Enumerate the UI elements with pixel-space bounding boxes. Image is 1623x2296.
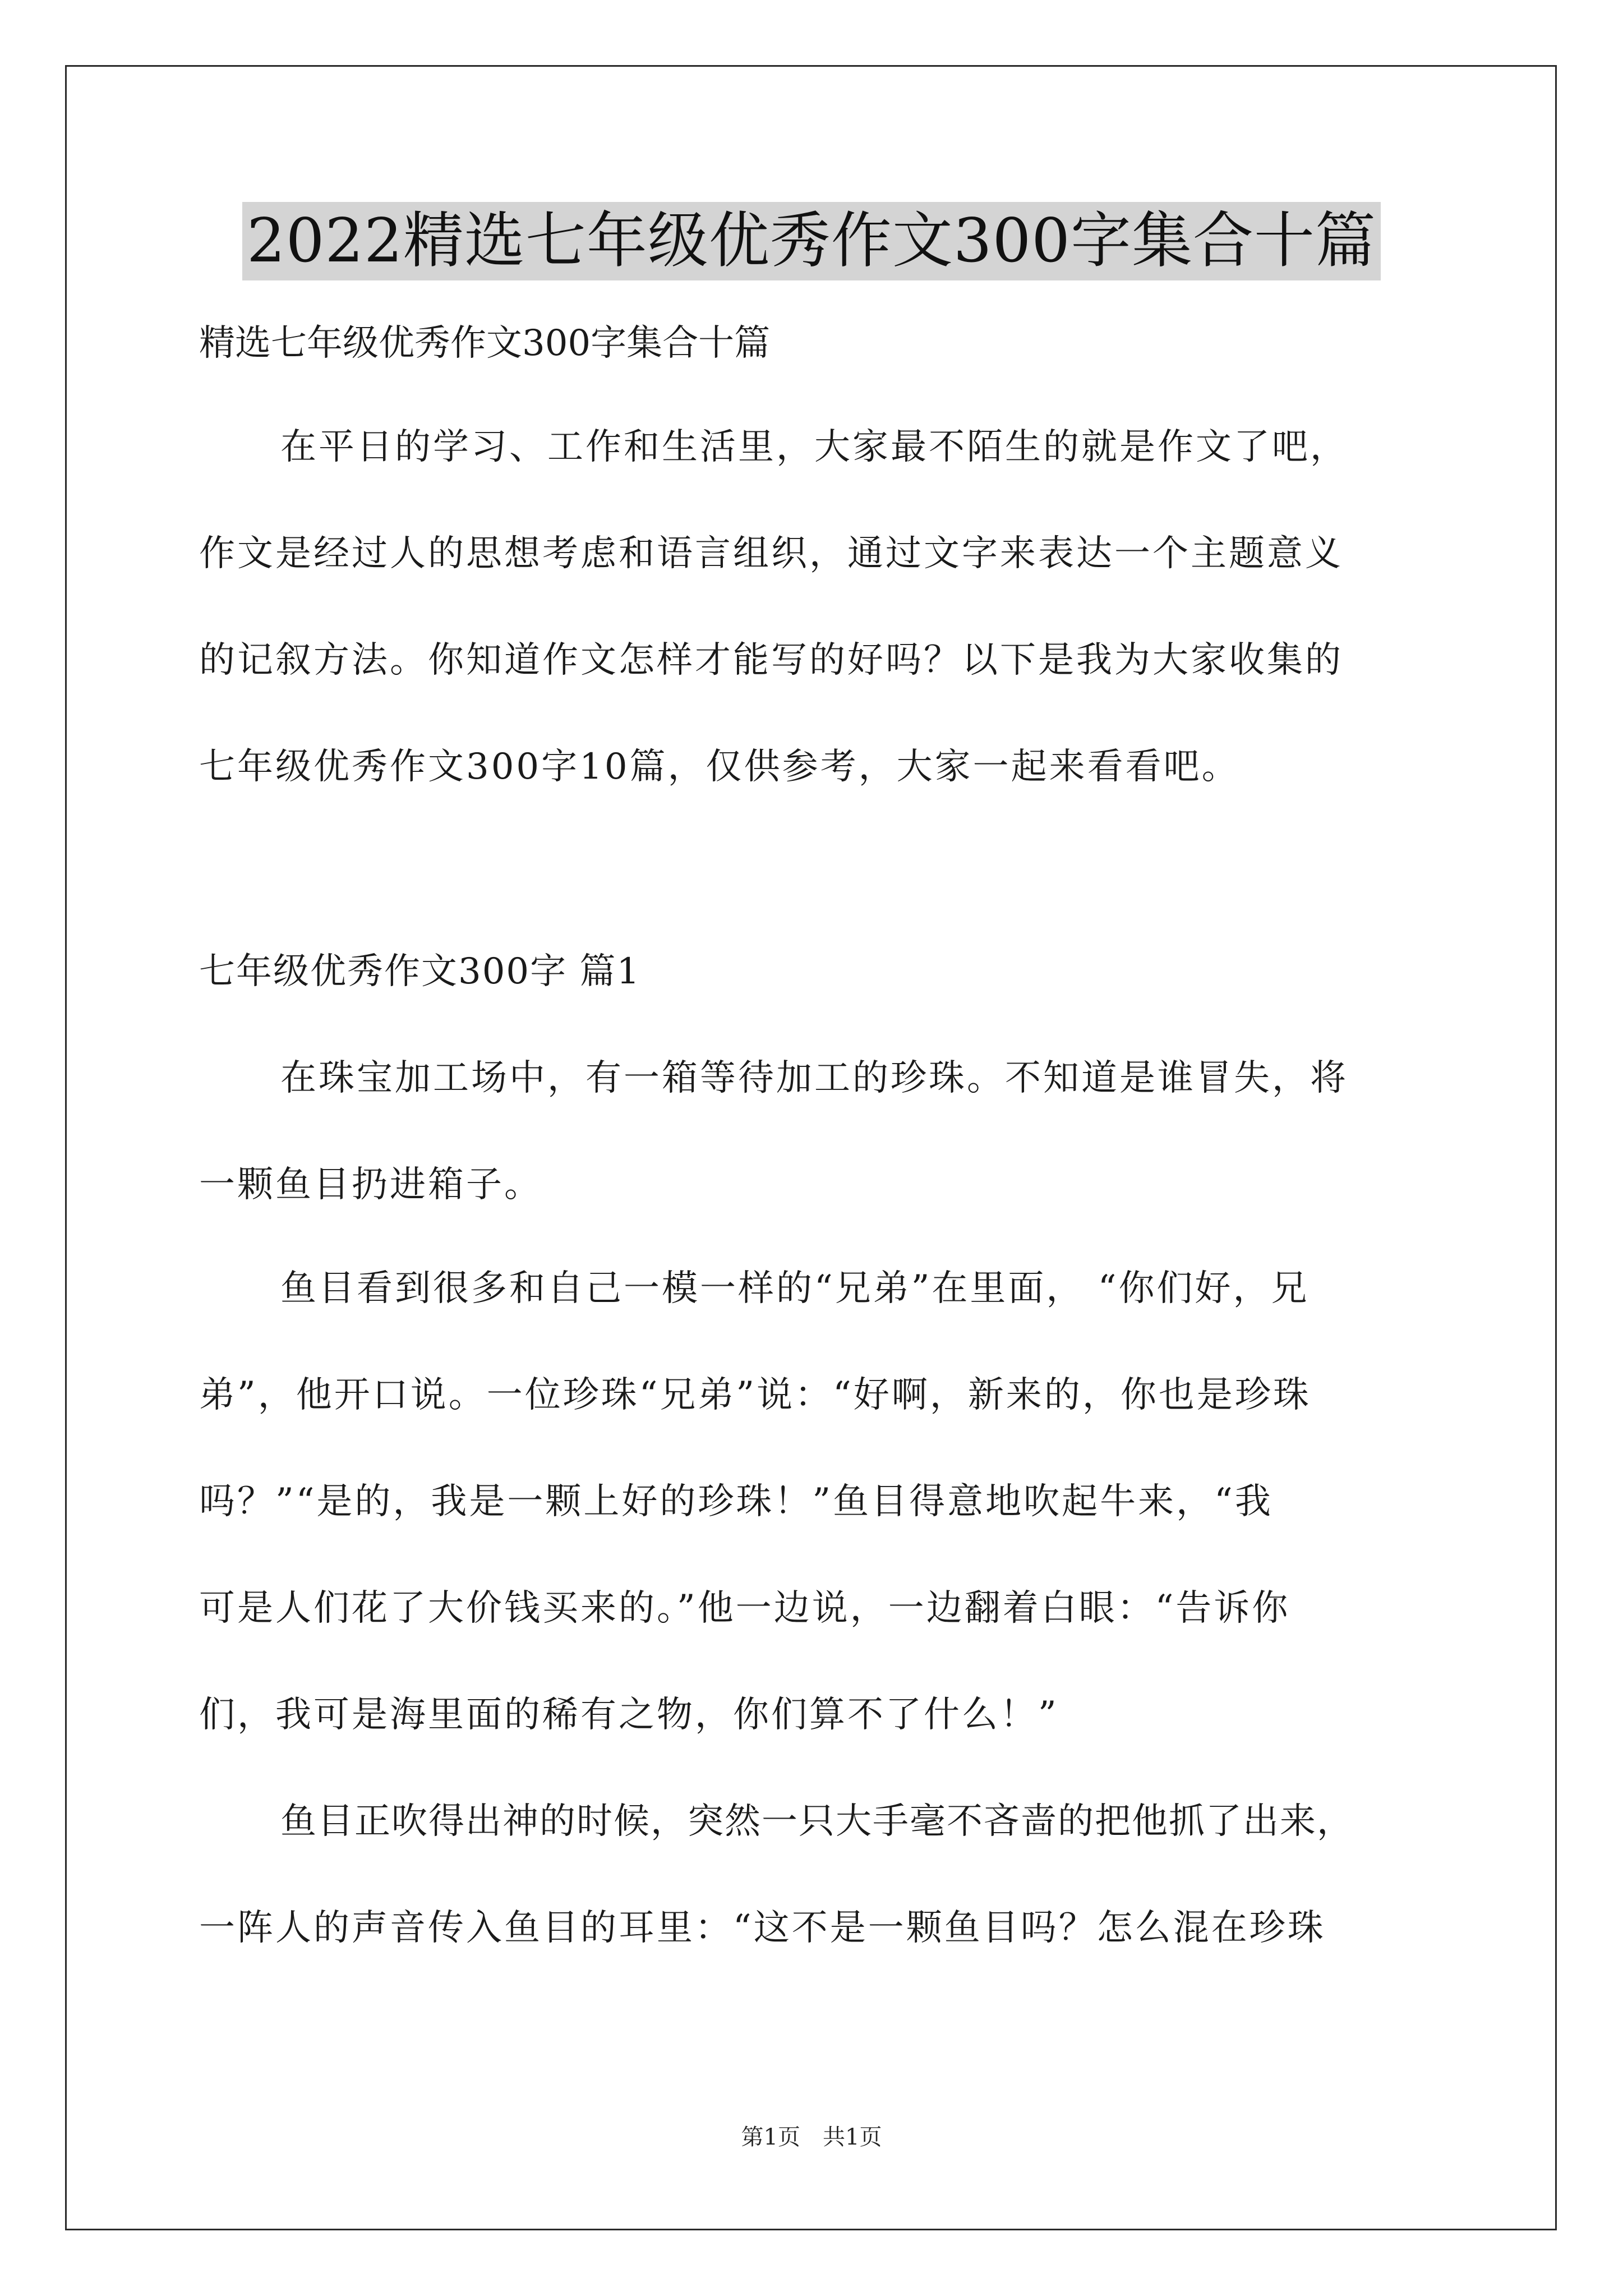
section-heading: 七年级优秀作文300字 篇1 xyxy=(199,951,641,992)
intro-line: 的记叙方法。你知道作文怎样才能写的好吗？以下是我为大家收集的 xyxy=(199,639,1343,681)
document-title: 2022精选七年级优秀作文300字集合十篇 xyxy=(242,202,1381,280)
intro-line: 七年级优秀作文300字10篇，仅供参考，大家一起来看看吧。 xyxy=(199,746,1240,788)
paragraph-line: 吗？”“是的，我是一颗上好的珍珠！”鱼目得意地吹起牛来，“我 xyxy=(199,1481,1273,1522)
paragraph-line: 们，我可是海里面的稀有之物，你们算不了什么！” xyxy=(199,1694,1059,1736)
intro-line: 作文是经过人的思想考虑和语言组织，通过文字来表达一个主题意义 xyxy=(199,533,1343,574)
paragraph-line: 一颗鱼目扔进箱子。 xyxy=(199,1164,542,1205)
title-container xyxy=(0,202,1623,280)
page-footer: 第1页 共1页 xyxy=(741,2124,882,2150)
paragraph-line: 在珠宝加工场中，有一箱等待加工的珍珠。不知道是谁冒失，将 xyxy=(280,1057,1348,1099)
paragraph-line: 鱼目正吹得出神的时候，突然一只大手毫不吝啬的把他抓了出来， xyxy=(280,1801,1354,1842)
paragraph-line: 鱼目看到很多和自己一模一样的“兄弟”在里面， “你们好，兄 xyxy=(280,1268,1310,1309)
paragraph-line: 可是人们花了大价钱买来的。”他一边说，一边翻着白眼：“告诉你 xyxy=(199,1588,1290,1629)
paragraph-line: 弟”，他开口说。一位珍珠“兄弟”说：“好啊，新来的，你也是珍珠 xyxy=(199,1374,1311,1416)
document-subtitle: 精选七年级优秀作文300字集合十篇 xyxy=(199,323,771,364)
intro-line: 在平日的学习、工作和生活里，大家最不陌生的就是作文了吧， xyxy=(280,426,1348,468)
paragraph-line: 一阵人的声音传入鱼目的耳里：“这不是一颗鱼目吗？怎么混在珍珠 xyxy=(199,1907,1326,1949)
